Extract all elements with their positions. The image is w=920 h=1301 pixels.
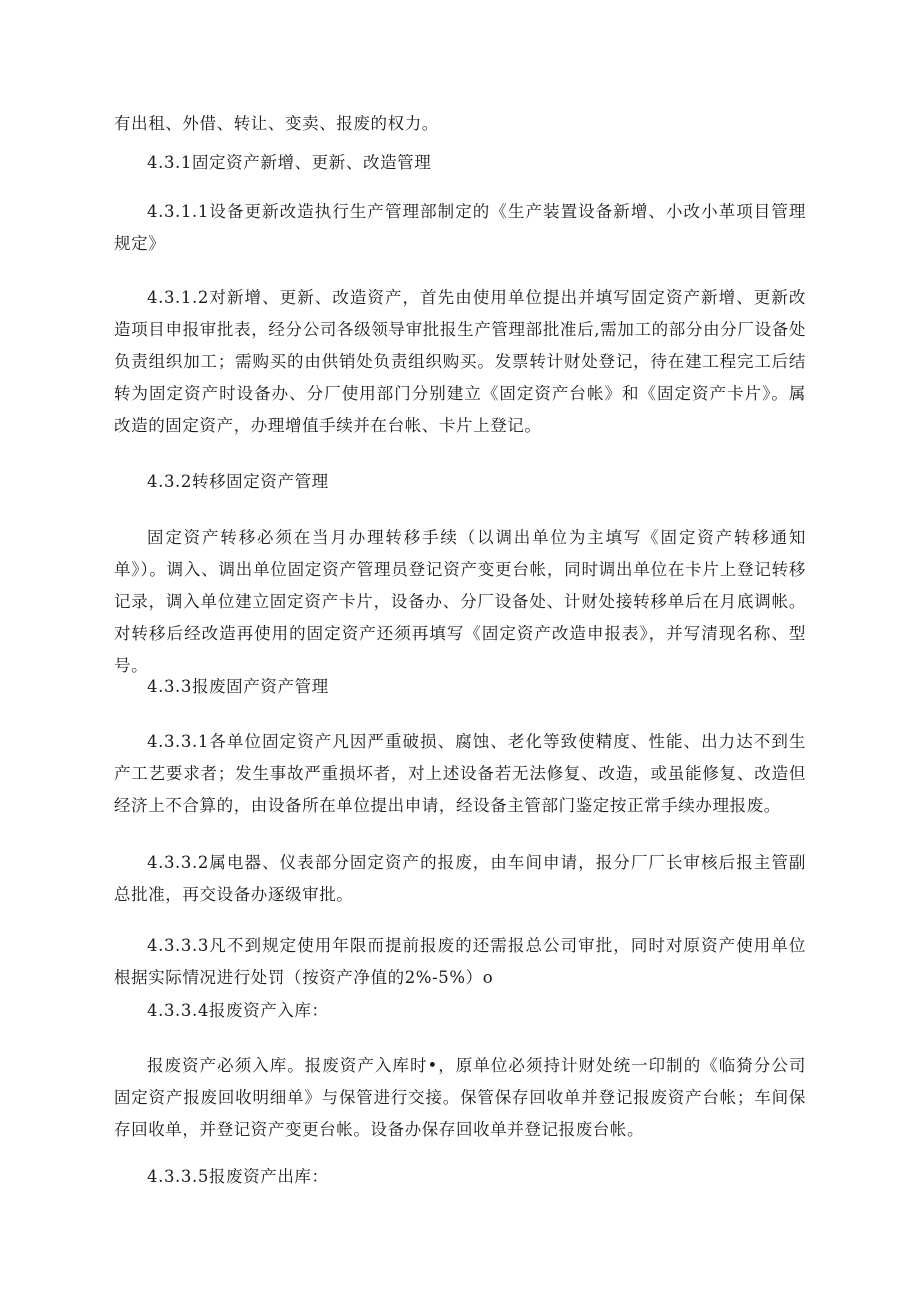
paragraph-continuation: 有出租、外借、转让、变卖、报废的权力。	[114, 114, 439, 133]
paragraph-4-3-3-4: 报废资产必须入库。报废资产入库时•，原单位必须持计财处统一印制的《临猗分公司固定资产报废回收明细单》与保管进行交接。保管保存回收单并登记报废资产台帐；车间保存回收单，并登记资产变更台帐。设备办保存回收单并登记报废台帐。	[114, 1056, 806, 1139]
paragraph-4-3-2: 固定资产转移必须在当月办理转移手续（以调出单位为主填写《固定资产转移通知单》）。调入、调出单位固定资产管理员登记资产变更台帐，同时调出单位在卡片上登记转移记录，调入单位建立固定资产卡片，设备办、分厂设备处、计财处接转移单后在月底调帐。对转移后经改造再使用的固定资产还须再填写《固定资产改造申报表》，并写清现名称、型号。	[114, 528, 806, 675]
heading-4-3-3-5: 4.3.3.5报废资产出库：	[147, 1167, 329, 1186]
heading-4-3-3: 4.3.3报废固产资产管理	[147, 677, 329, 696]
paragraph-4-3-3-1: 4.3.3.1各单位固定资产凡因严重破损、腐蚀、老化等致使精度、性能、出力达不到生产工艺要求者；发生事故严重损坏者，对上述设备若无法修复、改造，或虽能修复、改造但经济上不合算的，由设备所在单位提出申请，经设备主管部门鉴定按正常手续办理报废。	[114, 732, 806, 815]
paragraph-4-3-3-3: 4.3.3.3凡不到规定使用年限而提前报废的还需报总公司审批，同时对原资产使用单位根据实际情况进行处罚（按资产净值的2%-5%）o	[114, 936, 806, 987]
paragraph-4-3-1-2: 4.3.1.2对新增、更新、改造资产，首先由使用单位提出并填写固定资产新增、更新改造项目申报审批表，经分公司各级领导审批报生产管理部批准后,需加工的部分由分厂设备处负责组织加工；需购买的由供销处负责组织购买。发票转计财处登记，待在建工程完工后结转为固定资产时设备办、分厂使用部门分别建立《固定资产台帐》和《固定资产卡片》。属改造的固定资产，办理增值手续并在台帐、卡片上登记。	[114, 288, 806, 435]
heading-4-3-2: 4.3.2转移固定资产管理	[147, 472, 329, 491]
heading-4-3-3-4: 4.3.3.4报废资产入库：	[147, 1001, 329, 1020]
heading-4-3-1: 4.3.1固定资产新增、更新、改造管理	[147, 153, 432, 172]
paragraph-4-3-3-2: 4.3.3.2属电器、仪表部分固定资产的报废，由车间申请，报分厂厂长审核后报主管副总批准，再交设备办逐级审批。	[114, 853, 806, 904]
paragraph-4-3-1-1: 4.3.1.1设备更新改造执行生产管理部制定的《生产装置设备新增、小改小革项目管理规定》	[114, 202, 806, 253]
